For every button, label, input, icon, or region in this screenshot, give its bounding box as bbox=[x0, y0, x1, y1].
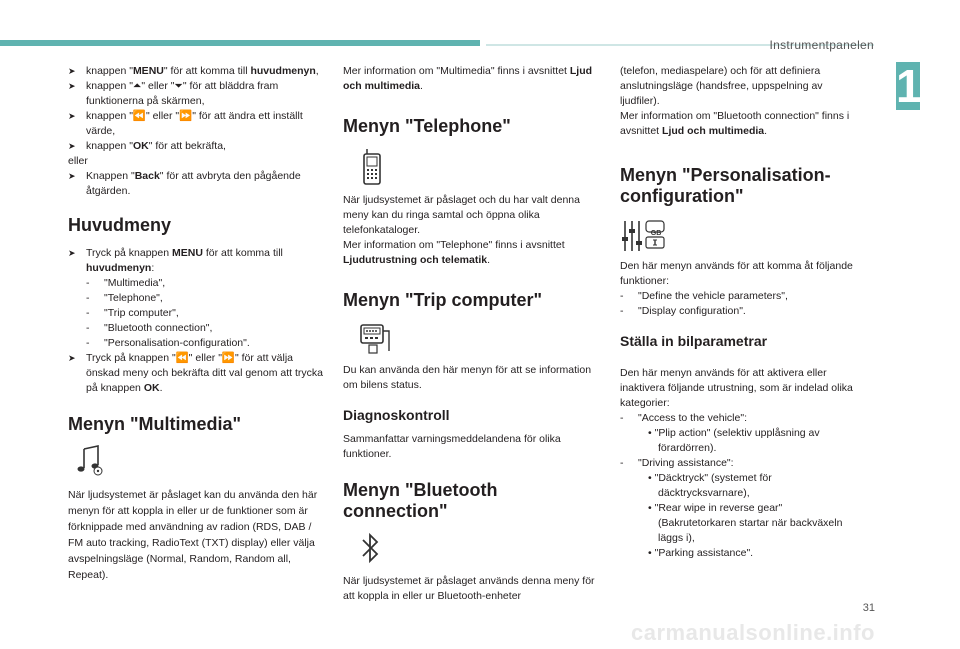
arrow-bullet-icon: ➤ bbox=[68, 171, 76, 181]
vehicle-params-heading: Ställa in bilparametrar bbox=[620, 333, 768, 349]
chapter-marker bbox=[896, 62, 920, 110]
menu-list-item: - "Bluetooth connection", bbox=[86, 322, 213, 334]
personalisation-heading: Menyn "Personalisation-configuration" bbox=[620, 165, 831, 206]
category-item: • "Rear wipe in reverse gear" (Bakrutetorkaren startar när backväxeln läggs i), bbox=[648, 502, 843, 544]
category-access: - "Access to the vehicle": bbox=[620, 412, 748, 424]
telephone-heading: Menyn "Telephone" bbox=[343, 116, 511, 136]
menu-list-item: - "Personalisation-configuration". bbox=[86, 337, 250, 349]
section-title: Instrumentpanelen bbox=[769, 38, 874, 52]
bluetooth-more-info: Mer information om "Bluetooth connection" finns i avsnittet Ljud och multimedia. bbox=[620, 110, 850, 137]
column-3 bbox=[620, 64, 860, 561]
nav-item-back: ➤ Knappen "Back" för att avbryta den pågående åtgärden. bbox=[68, 170, 301, 197]
top-accent-bar bbox=[0, 40, 480, 46]
gb-label: GB bbox=[650, 230, 662, 237]
nav-item-change: ➤ knappen "⏪" eller "⏩" för att ändra ett inställt värde, bbox=[68, 110, 303, 137]
nav-item-menu: ➤ knappen "MENU" för att komma till huvudmenyn, bbox=[68, 65, 319, 77]
column-1 bbox=[68, 64, 323, 583]
telephone-text: När ljudsystemet är påslaget och du har valt denna meny kan du ringa samtal och öppna olika telefonkataloger. bbox=[343, 194, 580, 236]
personalisation-list-item: - "Display configuration". bbox=[620, 305, 746, 317]
trip-computer-icon bbox=[357, 321, 397, 355]
music-note-icon bbox=[72, 443, 106, 477]
chapter-number: 1 bbox=[896, 60, 922, 112]
bluetooth-heading: Menyn "Bluetooth connection" bbox=[343, 480, 498, 521]
personalisation-list-item: - "Define the vehicle parameters", bbox=[620, 290, 788, 302]
category-item: • "Plip action" (selektiv upplåsning av förardörren). bbox=[648, 427, 820, 454]
main-menu-heading: Huvudmeny bbox=[68, 215, 172, 235]
category-item: • "Däcktryck" (systemet för däcktrycksvarnare), bbox=[648, 472, 772, 499]
multimedia-heading: Menyn "Multimedia" bbox=[68, 414, 242, 434]
main-menu-step-1: ➤ Tryck på knappen MENU för att komma till huvudmenyn: bbox=[68, 247, 283, 274]
category-item: • "Parking assistance". bbox=[648, 547, 754, 559]
multimedia-text: När ljudsystemet är påslaget kan du använda den här menyn för att koppla in eller ur de funktioner som är förknippade med användning av radion (RDS, DAB / FM auto tracking, RadioText (TXT) display) eller välja avspelningsläge (Normal, Random, Random all, Repeat). bbox=[68, 489, 318, 581]
nav-item-ok: ➤ knappen "OK" för att bekräfta, bbox=[68, 140, 226, 152]
arrow-bullet-icon: ➤ bbox=[68, 248, 76, 258]
arrow-bullet-icon: ➤ bbox=[68, 111, 76, 121]
bluetooth-text: När ljudsystemet är påslaget används denna meny för att koppla in eller ur Bluetooth-enheter bbox=[343, 575, 595, 602]
menu-list-item: - "Telephone", bbox=[86, 292, 163, 304]
nav-item-scroll: ➤ knappen "⏶" eller "⏷" för att bläddra fram funktionerna på skärmen, bbox=[68, 80, 279, 107]
menu-list-item: - "Multimedia", bbox=[86, 277, 166, 289]
diagnostics-heading: Diagnoskontroll bbox=[343, 407, 450, 423]
menu-list-item: - "Trip computer", bbox=[86, 307, 179, 319]
category-driving: - "Driving assistance": bbox=[620, 457, 734, 469]
page-number: 31 bbox=[862, 602, 875, 614]
or-text: eller bbox=[68, 155, 88, 167]
telephone-more-info: Mer information om "Telephone" finns i avsnittet Ljudutrustning och telematik. bbox=[343, 239, 565, 266]
diagnostics-text: Sammanfattar varningsmeddelandena för olika funktioner. bbox=[343, 433, 561, 460]
trip-computer-text: Du kan använda den här menyn för att se information om bilens status. bbox=[343, 364, 592, 391]
arrow-bullet-icon: ➤ bbox=[68, 66, 76, 76]
arrow-bullet-icon: ➤ bbox=[68, 353, 76, 363]
personalisation-text: Den här menyn används för att komma åt följande funktioner: bbox=[620, 260, 853, 287]
column-2 bbox=[343, 64, 601, 604]
trip-computer-heading: Menyn "Trip computer" bbox=[343, 290, 543, 310]
watermark: carmanualsonline.info bbox=[631, 620, 875, 645]
bluetooth-icon bbox=[355, 530, 385, 566]
arrow-bullet-icon: ➤ bbox=[68, 81, 76, 91]
arrow-bullet-icon: ➤ bbox=[68, 141, 76, 151]
multimedia-more-info: Mer information om "Multimedia" finns i avsnittet Ljud och multimedia. bbox=[343, 65, 593, 92]
phone-icon bbox=[357, 147, 391, 187]
bluetooth-text-continued: (telefon, mediaspelare) och för att definiera anslutningsläge (handsfree, uppspelning av ljudfiler). bbox=[620, 65, 823, 107]
main-menu-step-2: ➤ Tryck på knappen "⏪" eller "⏩" för att välja önskad meny och bekräfta ditt val genom att trycka på knappen OK. bbox=[68, 352, 323, 394]
vehicle-params-text: Den här menyn används för att aktivera eller inaktivera följande utrustning, som är indelad olika kategorier: bbox=[620, 367, 853, 409]
